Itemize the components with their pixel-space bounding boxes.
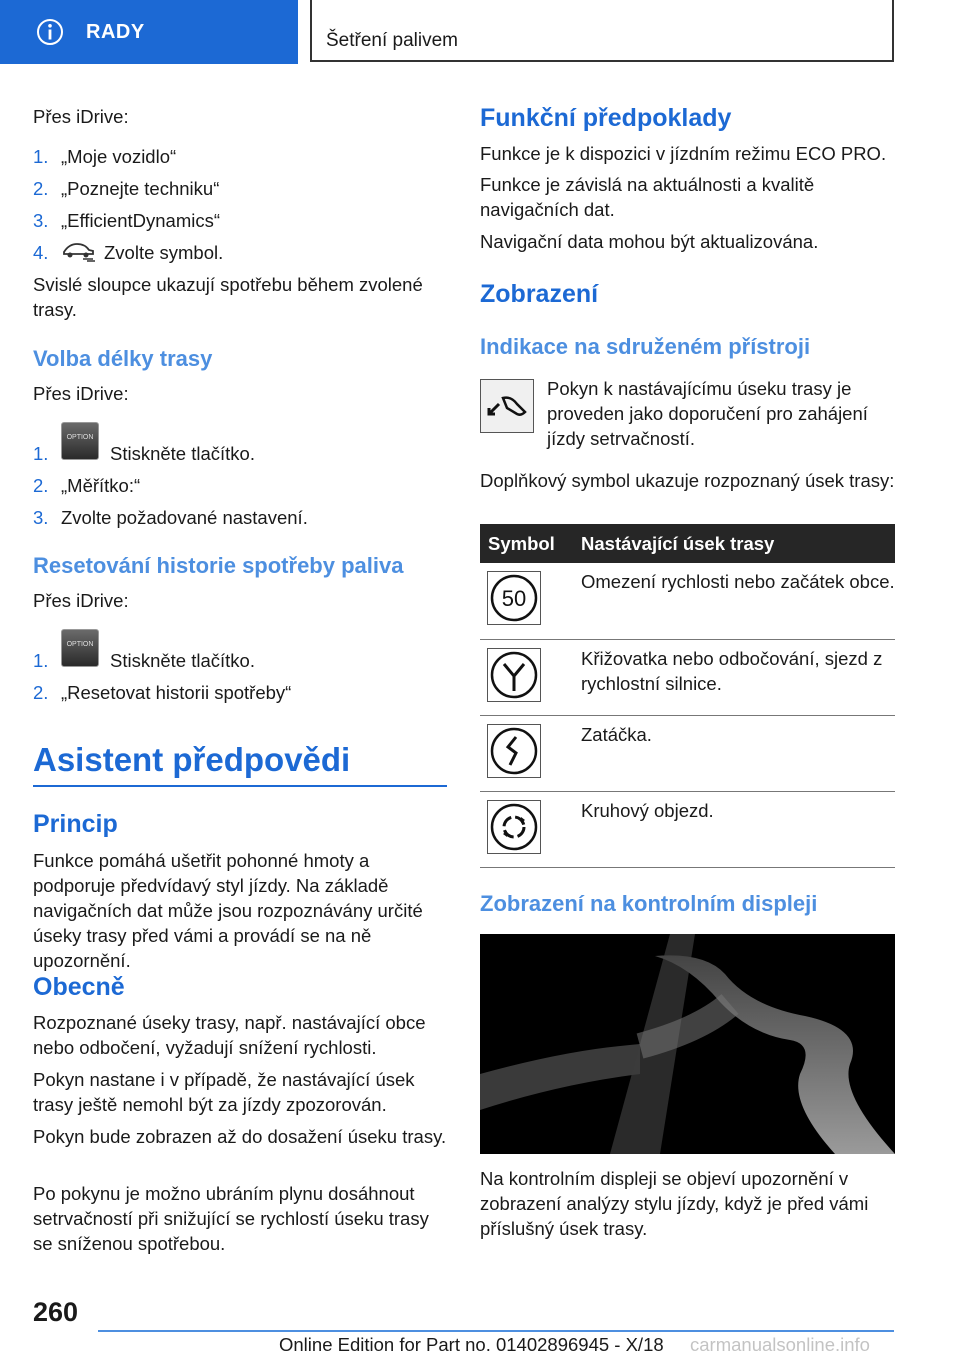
- step-text: „Poznejte techniku“: [61, 178, 220, 199]
- general-paragraph: Po pokynu je možno ubráním plynu dosáhnout setrvačností při snižující se rychlostí úseku trasy se sníženou spotřebou.: [33, 1183, 429, 1254]
- info-icon: [36, 18, 64, 46]
- display-heading: Zobrazení: [480, 280, 599, 308]
- table-row: [480, 715, 895, 791]
- heading-divider: [33, 785, 447, 787]
- step-text: „Měřítko:“: [61, 475, 141, 496]
- symbol-cell: [480, 715, 573, 791]
- step-text: „EfficientDynamics“: [61, 210, 221, 231]
- step-text: Zvolte požadované nastavení.: [61, 507, 308, 528]
- section-label: RADY: [86, 20, 145, 43]
- principle-text: Funkce pomáhá ušetřit pohonné hmoty a podporuje předvídavý styl jízdy. Na základě navigačních dat může jsou rozpoznávány určité úseky trasy před vámi a provádí se na ně upozornění.: [33, 850, 423, 971]
- description-cell: Omezení rychlosti nebo začátek obce.: [573, 563, 895, 639]
- step-text: „Resetovat historii spotřeby“: [61, 682, 292, 703]
- table-row: [480, 563, 895, 639]
- header-title-box: [310, 0, 894, 62]
- description-cell: Zatáčka.: [573, 715, 895, 791]
- requirements-paragraph: Navigační data mohou být aktualizována.: [480, 231, 819, 252]
- symbol-table: [480, 524, 895, 868]
- curve-icon: [487, 724, 541, 778]
- step-number: 1.: [33, 443, 49, 464]
- intro-text: Přes iDrive:: [33, 383, 129, 404]
- step-number: 3.: [33, 507, 49, 528]
- route-preview-image: [480, 934, 895, 1154]
- description-cell: Kruhový objezd.: [573, 791, 895, 867]
- main-heading: Asistent předpovědi: [33, 741, 351, 778]
- principle-heading: Princip: [33, 810, 118, 838]
- step-text: „Moje vozidlo“: [61, 146, 177, 167]
- cluster-heading: Indikace na sdruženém přístroji: [480, 334, 811, 359]
- speed-limit-value: 50: [501, 586, 527, 611]
- extra-symbol-text: Doplňkový symbol ukazuje rozpoznaný úsek trasy:: [480, 470, 895, 491]
- option-label: OPTION: [66, 434, 94, 441]
- table-header-row: [480, 524, 895, 563]
- coasting-icon: [480, 379, 534, 433]
- symbol-cell: [480, 791, 573, 867]
- footer-divider: [98, 1330, 894, 1332]
- requirements-paragraph: Funkce je závislá na aktuálnosti a kvalitě navigačních dat.: [480, 174, 815, 220]
- control-display-text: Na kontrolním displeji se objeví upozornění v zobrazení analýzy stylu jízdy, když je před vámi příslušný úsek trasy.: [480, 1168, 869, 1239]
- step-number: 2.: [33, 682, 49, 703]
- step-text: Stiskněte tlačítko.: [110, 443, 255, 464]
- general-heading: Obecně: [33, 973, 125, 1001]
- step-number: 2.: [33, 475, 49, 496]
- step-number: 4.: [33, 242, 49, 263]
- requirements-paragraph: Funkce je k dispozici v jízdním režimu ECO PRO.: [480, 143, 887, 164]
- step-text: Zvolte symbol.: [104, 242, 224, 263]
- car-efficiency-icon: [61, 240, 97, 264]
- symbol-cell: [480, 639, 573, 715]
- general-paragraph: Pokyn nastane i v případě, že nastávající úsek trasy ještě nemohl být za jízdy zpozorován.: [33, 1069, 415, 1115]
- general-paragraph: Rozpoznané úseky trasy, např. nastávající obce nebo odbočení, vyžadují snížení rychlosti.: [33, 1012, 426, 1058]
- option-button-icon: [61, 422, 99, 460]
- intro-text: Přes iDrive:: [33, 106, 129, 127]
- table-row: [480, 791, 895, 867]
- bars-description: Svislé sloupce ukazují spotřebu během zvolené trasy.: [33, 274, 423, 320]
- watermark: carmanualsonline.info: [690, 1334, 870, 1355]
- route-length-heading: Volba délky trasy: [33, 346, 213, 371]
- step-number: 3.: [33, 210, 49, 231]
- speed-limit-50-icon: [487, 571, 541, 625]
- general-paragraph: Pokyn bude zobrazen až do dosažení úseku trasy.: [33, 1126, 447, 1147]
- page-title: Šetření palivem: [326, 30, 459, 51]
- symbol-cell: [480, 563, 573, 639]
- table-header: Symbol: [480, 524, 573, 563]
- option-label: OPTION: [66, 641, 94, 648]
- step-number: 1.: [33, 146, 49, 167]
- description-cell: Křižovatka nebo odbočování, sjezd z rychlostní silnice.: [573, 639, 895, 715]
- option-button-icon: [61, 629, 99, 667]
- table-row: [480, 639, 895, 715]
- step-text: Stiskněte tlačítko.: [110, 650, 255, 671]
- control-display-heading: Zobrazení na kontrolním displeji: [480, 891, 818, 916]
- table-header: Nastávající úsek trasy: [573, 524, 895, 563]
- junction-icon: [487, 648, 541, 702]
- edition-text: Online Edition for Part no. 01402896945 - X/18: [279, 1334, 664, 1355]
- reset-history-heading: Resetování historie spotřeby paliva: [33, 553, 404, 578]
- header-section-tab: [0, 0, 298, 64]
- intro-text: Přes iDrive:: [33, 590, 129, 611]
- requirements-heading: Funkční předpoklady: [480, 104, 732, 132]
- cluster-text: Pokyn k nastávajícímu úseku trasy je proveden jako doporučení pro zahájení jízdy setrvačností.: [547, 378, 868, 449]
- roundabout-icon: [487, 800, 541, 854]
- page-number: 260: [33, 1297, 79, 1327]
- step-number: 1.: [33, 650, 49, 671]
- step-number: 2.: [33, 178, 49, 199]
